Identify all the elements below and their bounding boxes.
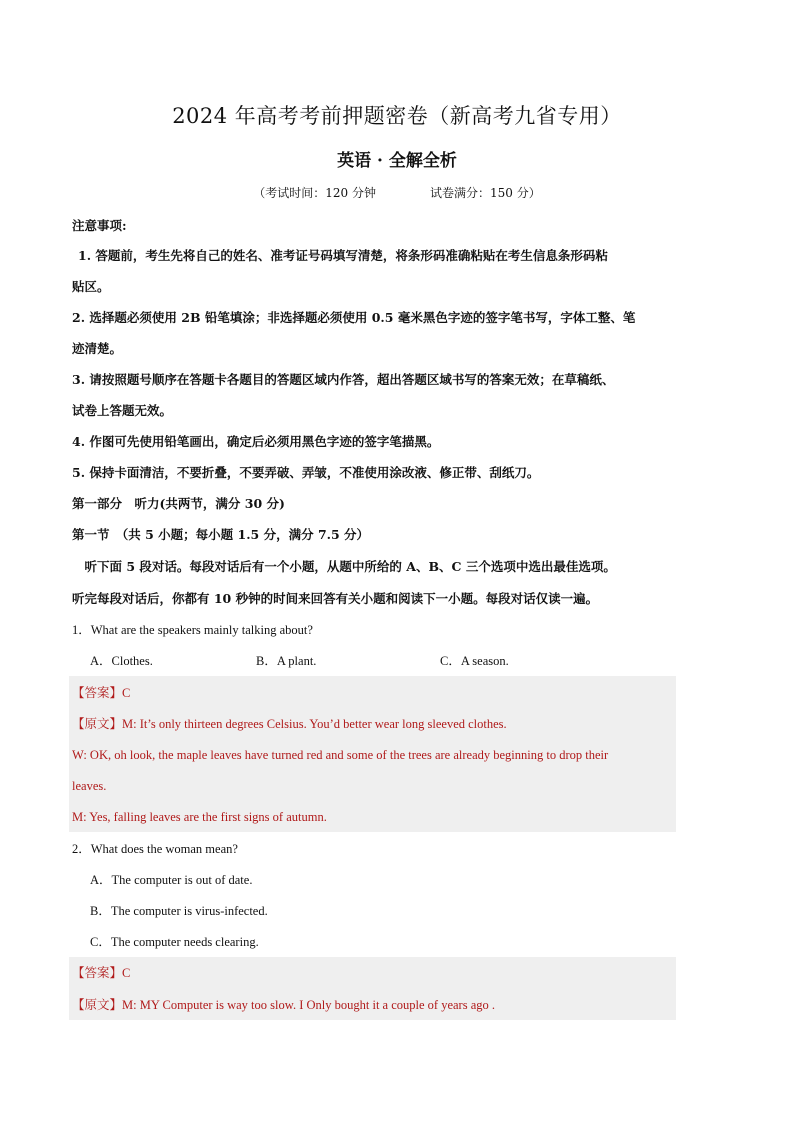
instruction-line: 听下面 5 段对话。每段对话后有一个小题，从题中所给的 A、B、C 三个选项中选出最佳选项。 bbox=[72, 559, 616, 574]
notice-item: 1. 答题前，考生先将自己的姓名、准考证号码填写清楚，将条形码准确粘贴在考生信息条形码粘 bbox=[78, 248, 608, 263]
answer-tag: 【答案】 bbox=[72, 966, 123, 980]
notice-item: 3. 请按照题号顺序在答题卡各题目的答题区域内作答，超出答题区域书写的答案无效；在草稿纸、 bbox=[72, 372, 615, 387]
answer-tag: 【答案】 bbox=[72, 686, 123, 700]
script-line: M: Yes, falling leaves are the first signs of autumn. bbox=[72, 810, 327, 824]
script-line: leaves. bbox=[72, 779, 107, 793]
notice-heading: 注意事项: bbox=[72, 218, 127, 233]
document-title: 2024 年高考考前押题密卷（新高考九省专用） bbox=[172, 104, 622, 128]
script-text: M: It’s only thirteen degrees Celsius. You’d better wear long sleeved clothes. bbox=[122, 717, 507, 731]
question-stem: 1．What are the speakers mainly talking about? bbox=[72, 623, 313, 637]
notice-item: 5. 保持卡面清洁，不要折叠，不要弄破、弄皱，不准使用涂改液、修正带、刮纸刀。 bbox=[72, 465, 540, 480]
instruction-line: 听完每段对话后，你都有 10 秒钟的时间来回答有关小题和阅读下一小题。每段对话仅读一遍。 bbox=[72, 591, 599, 606]
option-b: B．A plant. bbox=[256, 654, 317, 668]
option-a: A．The computer is out of date. bbox=[90, 873, 253, 887]
part1-title: 第一部分 听力(共两节，满分 30 分) bbox=[72, 496, 285, 511]
exam-time: （考试时间：120 分钟 bbox=[253, 186, 376, 200]
option-c: C．The computer needs clearing. bbox=[90, 935, 259, 949]
script-line bbox=[72, 714, 677, 734]
answer-value: C bbox=[122, 686, 131, 700]
notice-item: 试卷上答题无效。 bbox=[72, 403, 173, 418]
script-line bbox=[72, 995, 677, 1015]
script-tag: 【原文】 bbox=[72, 717, 123, 731]
question-stem: 2．What does the woman mean? bbox=[72, 842, 238, 856]
answer-line bbox=[72, 683, 677, 703]
answer-value: C bbox=[122, 966, 131, 980]
option-c: C．A season. bbox=[440, 654, 509, 668]
notice-item: 贴区。 bbox=[72, 279, 110, 294]
exam-info bbox=[0, 184, 794, 201]
notice-item: 2. 选择题必须使用 2B 铅笔填涂；非选择题必须使用 0.5 毫米黑色字迹的签字笔书写，字体工整、笔 bbox=[72, 310, 636, 325]
notice-item: 迹清楚。 bbox=[72, 341, 123, 356]
script-line: W: OK, oh look, the maple leaves have turned red and some of the trees are already beginning to drop their bbox=[72, 748, 609, 762]
script-text: M: MY Computer is way too slow. I Only bought it a couple of years ago . bbox=[122, 998, 495, 1012]
option-b: B．The computer is virus-infected. bbox=[90, 904, 268, 918]
option-a: A．Clothes. bbox=[90, 654, 153, 668]
document-subtitle: 英语 · 全解全析 bbox=[337, 151, 457, 171]
script-tag: 【原文】 bbox=[72, 998, 123, 1012]
full-score: 试卷满分：150 分） bbox=[430, 186, 541, 200]
answer-line bbox=[72, 963, 677, 983]
section1-title: 第一节 （共 5 小题；每小题 1.5 分，满分 7.5 分） bbox=[72, 527, 370, 542]
notice-item: 4. 作图可先使用铅笔画出，确定后必须用黑色字迹的签字笔描黑。 bbox=[72, 434, 440, 449]
